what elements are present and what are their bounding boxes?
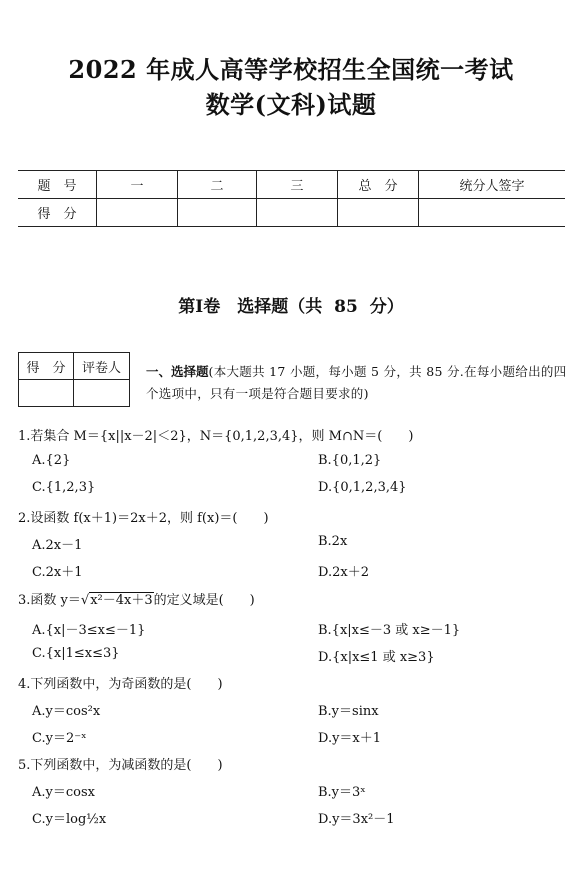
grader-name-cell[interactable]	[74, 380, 130, 407]
question-2-option-c[interactable]: C.2x＋1	[32, 565, 83, 580]
score-header-signature: 统分人签字	[419, 171, 566, 199]
question-3-stem	[18, 589, 255, 608]
question-3-stem-prefix: 3.函数 y＝	[18, 593, 81, 608]
score-row-label: 得 分	[18, 199, 97, 227]
question-2-option-a[interactable]: A.2x－1	[32, 538, 83, 553]
score-header-part-1: 一	[97, 171, 178, 199]
question-3-option-a[interactable]: A.{x|－3≤x≤－1}	[32, 623, 146, 638]
question-3-radicand: x²－4x＋3	[90, 593, 153, 608]
score-header-total: 总 分	[338, 171, 419, 199]
instruction-body: (本大题共 17 小题，每小题 5 分，共 85 分.在每小题给出的四个选项中，只有一项是符合题目要求的)	[146, 364, 567, 401]
question-1-option-c[interactable]: C.{1,2,3}	[32, 480, 96, 495]
question-4-option-a[interactable]: A.y＝cos²x	[32, 704, 101, 719]
grader-name-label: 评卷人	[74, 353, 130, 380]
grader-score-cell[interactable]	[19, 380, 74, 407]
score-header-part-3: 三	[257, 171, 338, 199]
exam-subtitle: 数学(文科)试题	[205, 90, 377, 119]
question-5-option-c[interactable]: C.y＝log½x	[32, 812, 107, 827]
question-3-option-b[interactable]: B.{x|x≤－3 或 x≥－1}	[318, 623, 461, 638]
score-header-question-no: 题 号	[18, 171, 97, 199]
score-table-score-row	[18, 199, 565, 227]
question-2-option-b[interactable]: B.2x	[318, 534, 348, 549]
score-cell-total[interactable]	[338, 199, 419, 227]
exam-title: 2022 年成人高等学校招生全国统一考试	[68, 55, 514, 84]
grader-score-label: 得 分	[19, 353, 74, 380]
section-title: 第Ⅰ卷 选择题（共 85 分）	[178, 297, 404, 317]
question-3-stem-suffix: 的定义域是( )	[153, 593, 255, 608]
section-instruction	[146, 361, 568, 405]
question-5-option-a[interactable]: A.y＝cosx	[32, 785, 95, 800]
question-2-option-d[interactable]: D.2x＋2	[318, 565, 369, 580]
score-table	[18, 170, 565, 227]
score-header-part-2: 二	[178, 171, 257, 199]
score-cell-part-2[interactable]	[178, 199, 257, 227]
instruction-head: 一、选择题	[146, 364, 209, 379]
question-4-stem: 4.下列函数中，为奇函数的是( )	[18, 677, 223, 692]
sqrt-sign-icon: √	[80, 593, 90, 608]
question-1-option-d[interactable]: D.{0,1,2,3,4}	[318, 480, 407, 495]
question-4-option-c[interactable]: C.y＝2⁻ˣ	[32, 731, 87, 746]
question-3-option-c[interactable]: C.{x|1≤x≤3}	[32, 646, 120, 661]
score-cell-part-1[interactable]	[97, 199, 178, 227]
question-4-option-b[interactable]: B.y＝sinx	[318, 704, 379, 719]
question-1-stem: 1.若集合 M＝{x||x－2|＜2}，N＝{0,1,2,3,4}，则 M∩N＝( )	[18, 429, 414, 444]
question-2-stem: 2.设函数 f(x＋1)＝2x＋2，则 f(x)＝( )	[18, 511, 269, 526]
score-table-header-row	[18, 171, 565, 199]
question-1-option-a[interactable]: A.{2}	[32, 453, 71, 468]
question-5-option-b[interactable]: B.y＝3ˣ	[318, 785, 366, 800]
question-4-option-d[interactable]: D.y＝x＋1	[318, 731, 382, 746]
question-1-option-b[interactable]: B.{0,1,2}	[318, 453, 382, 468]
question-5-stem: 5.下列函数中，为减函数的是( )	[18, 758, 223, 773]
score-cell-signature[interactable]	[419, 199, 566, 227]
score-cell-part-3[interactable]	[257, 199, 338, 227]
grader-box	[18, 352, 130, 407]
question-3-option-d[interactable]: D.{x|x≤1 或 x≥3}	[318, 650, 435, 665]
question-5-option-d[interactable]: D.y＝3x²－1	[318, 812, 395, 827]
